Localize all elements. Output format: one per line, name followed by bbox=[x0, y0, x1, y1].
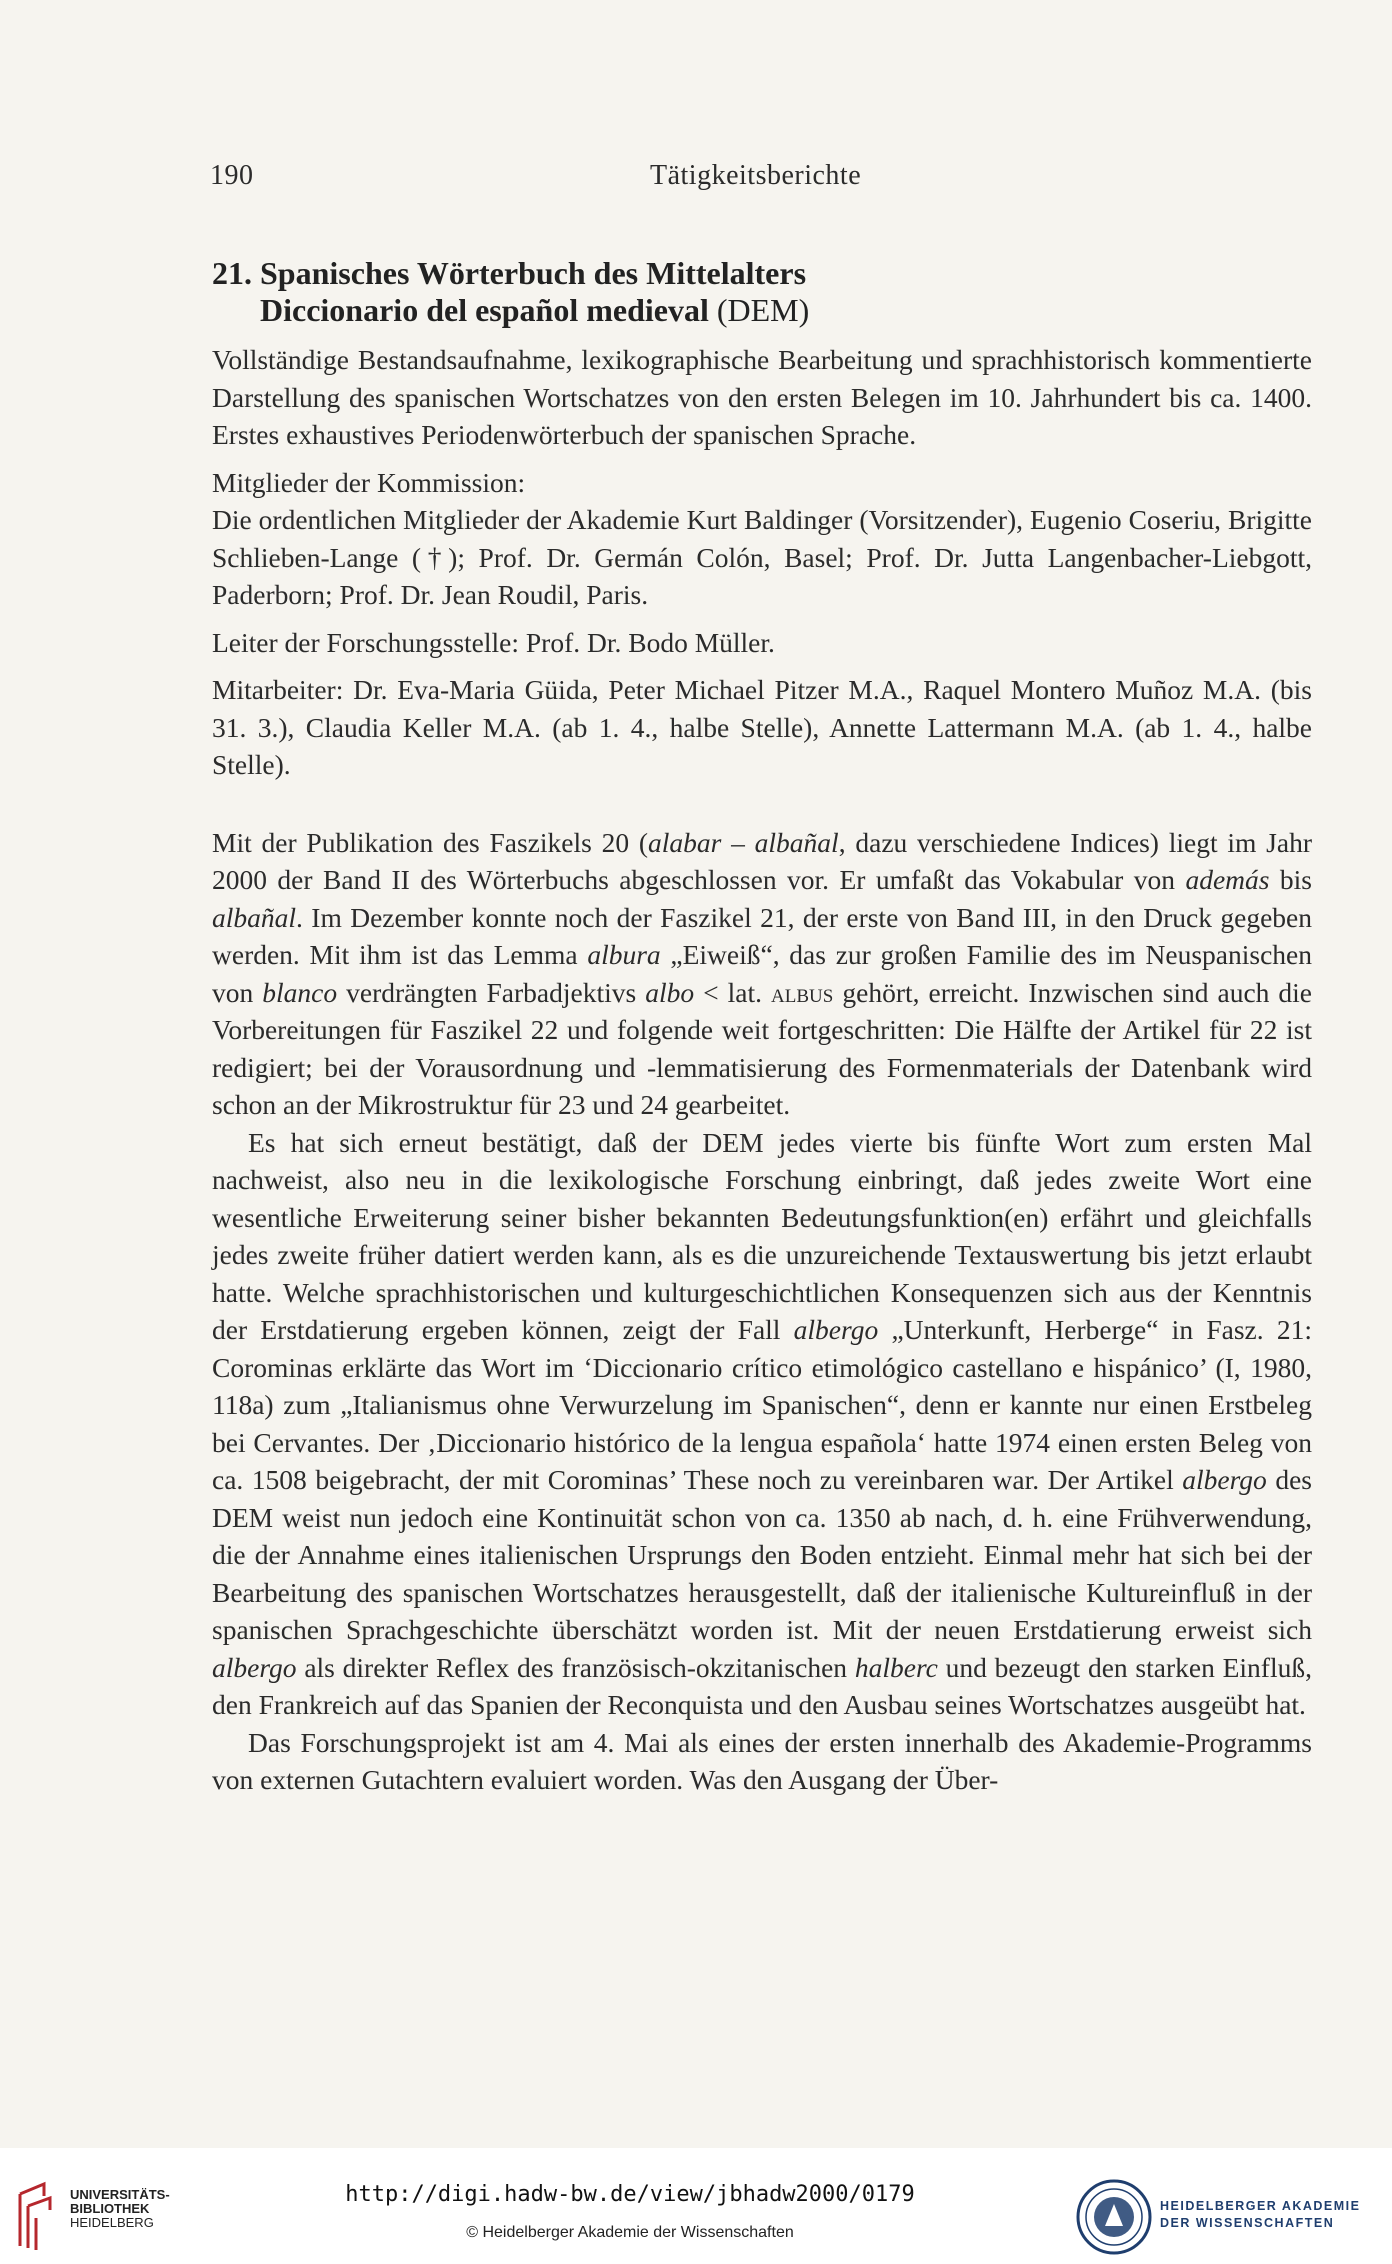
staff-paragraph: Mitarbeiter: Dr. Eva-Maria Güida, Peter Michael Pitzer M.A., Raquel Montero Muñoz M.A. (bis 31. 3.), Claudia Keller M.A. (ab 1. 4., halbe Stelle), Annette Lattermann M.A. (ab 1. 4., halbe Stelle). bbox=[212, 674, 1312, 780]
italic-term: alabar bbox=[648, 826, 722, 858]
body-paragraph-2: Es hat sich erneut bestätigt, daß der DEM jedes vierte bis fünfte Wort zum ersten Mal nachweist, also neu in die lexikologische Forschung einbringt, daß jedes zweite Wort eine wesentliche Erweiterung seiner bisher bekannten Bedeutungsfunktion(en) erfährt und gleichfalls jedes zweite früher datiert werden kann, als es die unzureichende Textauswertung bis jetzt erlaubt hatte. Welche sprachhistorischen und kulturgeschichtlichen Konsequenzen sich aus der Kenntnis der Erstdatierung ergeben können, zeigt der Fall albergo „Unterkunft, Herberge“ in Fasz. 21: Corominas erklärte das Wort im ‘Diccionario crítico etimológico castellano e hispánico’ (I, 1980, 118a) zum „Italianismus ohne Verwurzelung im Spanischen“, denn er kannte nur einen Erstbeleg bei Cervantes. Der ‚Diccionario histórico de la lengua española‘ hatte 1974 einen ersten Beleg von ca. 1508 beigebracht, der mit Corominas’ These noch zu vereinbaren war. Der Artikel albergo des DEM weist nun jedoch eine Kontinuität schon von ca. 1350 ab nach, d. h. eine Frühverwendung, die der Annahme eines italienischen Ursprungs den Boden entzieht. Einmal mehr hat sich bei der Bearbeitung des spanischen Wortschatzes herausgestellt, daß der italienische Kultureinfluß in der spanischen Sprachgeschichte überschätzt worden ist. Mit der neuen Erstdatierung erweist sich albergo als direkter Reflex des französisch-okzitanischen halberc und bezeugt den starken Einfluß, den Frankreich auf das Spanien der Reconquista und den Ausbau seines Wortschatzes ausgeübt hat. bbox=[212, 1126, 1312, 1720]
page-number: 190 bbox=[210, 160, 254, 191]
italic-term: albergo bbox=[793, 1314, 879, 1345]
italic-term: albañal bbox=[212, 901, 297, 933]
running-title: Tätigkeitsberichte bbox=[650, 160, 862, 191]
body-paragraph-1: Mit der Publikation des Faszikels 20 (alabar – albañal, dazu verschiedene Indices) liegt im Jahr 2000 der Band II des Wörterbuchs abgeschlossen vor. Er umfaßt das Vokabular von además bis albañal. Im Dezember konnte noch der Faszikel 21, der erste von Band III, in den Druck gegeben werden. Mit ihm ist das Lemma albura „Eiweiß“, das zur großen Familie des im Neuspanischen von blanco verdrängten Farbadjektivs albo < lat. albus gehört, erreicht. Inzwischen sind auch die Vorbereitungen für Faszikel 22 und folgende weit fortgeschritten: Die Hälfte der Artikel für 22 ist redigiert; bei der Vorausordnung und -lemmatisierung des Formenmaterials der Datenbank wird schon an der Mikrostruktur für 23 und 24 gearbeitet. bbox=[212, 826, 1313, 1120]
italic-term: albergo bbox=[1182, 1464, 1267, 1495]
small-caps-term: albus bbox=[771, 976, 834, 1008]
members-paragraph: Die ordentlichen Mitglieder der Akademie Kurt Baldinger (Vorsitzender), Eugenio Coseriu, Brigitte Schlieben-Lange (†); Prof. Dr. Germán Colón, Basel; Prof. Dr. Jutta Langenbacher-Liebgott, Paderborn; Prof. Dr. Jean Roudil, Paris. bbox=[212, 504, 1312, 610]
permalink-url[interactable]: http://digi.hadw-bw.de/view/jbhadw2000/0179 bbox=[345, 2182, 915, 2207]
section-number: 21. bbox=[212, 255, 252, 291]
italic-term: además bbox=[1185, 864, 1270, 895]
university-library-logo-icon bbox=[14, 2176, 58, 2256]
section-title bbox=[212, 255, 1312, 329]
italic-term: albura bbox=[587, 939, 661, 970]
leader-paragraph: Leiter der Forschungsstelle: Prof. Dr. Bodo Müller. bbox=[212, 626, 775, 658]
italic-term: albañal bbox=[754, 826, 839, 858]
library-name: UNIVERSITÄTS- BIBLIOTHEK HEIDELBERG bbox=[70, 2187, 170, 2230]
body-paragraph-3: Das Forschungsprojekt ist am 4. Mai als eines der ersten innerhalb des Akademie-Programms von externen Gutachtern evaluiert worden. Was den Ausgang der Über- bbox=[212, 1726, 1312, 1795]
academy-name: HEIDELBERGER AKADEMIE DER WISSENSCHAFTEN bbox=[1160, 2199, 1361, 2230]
italic-term: halberc bbox=[854, 1651, 938, 1683]
section-title-abbrev: (DEM) bbox=[716, 292, 810, 328]
section-title-spanish: Diccionario del español medieval bbox=[260, 292, 709, 328]
italic-term: blanco bbox=[262, 976, 338, 1008]
copyright-notice: © Heidelberger Akademie der Wissenschaften bbox=[466, 2224, 794, 2241]
italic-term: albergo bbox=[212, 1651, 297, 1683]
members-heading: Mitglieder der Kommission: bbox=[212, 466, 526, 498]
italic-term: albo bbox=[645, 976, 695, 1008]
footer-bar bbox=[0, 2168, 1392, 2264]
page-content bbox=[212, 255, 1312, 1799]
intro-paragraph: Vollständige Bestandsaufnahme, lexikographische Bearbeitung und sprachhistorisch kommentierte Darstellung des spanischen Wortschatzes von den ersten Belegen im 10. Jahrhundert bis ca. 1400. Erstes exhaustives Periodenwörterbuch der spanischen Sprache. bbox=[212, 344, 1312, 450]
academy-seal-icon bbox=[1075, 2178, 1153, 2256]
section-title-german: Spanisches Wörterbuch des Mittelalters bbox=[260, 255, 807, 291]
